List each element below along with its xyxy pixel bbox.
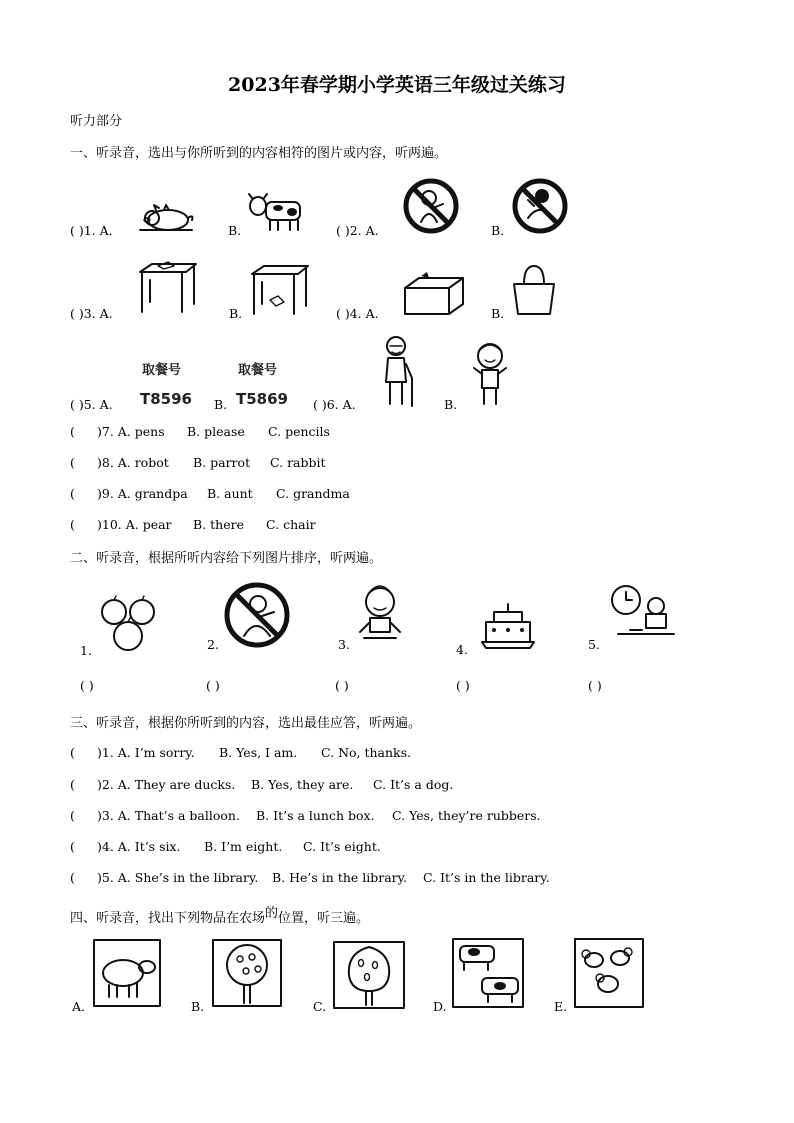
section-4-heading-de: 的 (265, 906, 279, 921)
s3-q5-option-b: B. He’s in the library. (272, 870, 408, 885)
sort-num-5: 5. (588, 637, 600, 652)
s3-q1-paren: ( (70, 745, 75, 760)
q9-option-b: B. aunt (207, 486, 253, 501)
q9-option-a: )9. A. grandpa (97, 486, 188, 501)
q1-b-label: B. (228, 223, 242, 238)
q10-paren: ( (70, 517, 75, 532)
s3-q2-paren: ( (70, 777, 75, 792)
s3-q4-option-a: )4. A. It’s six. (97, 839, 181, 854)
pig-picture (138, 200, 198, 236)
birthday-cake-picture (476, 600, 540, 652)
q10-option-a: )10. A. pear (97, 517, 172, 532)
s3-q1-option-c: C. No, thanks. (321, 745, 412, 760)
section-4-heading-part-b: 位置，听三遍。 (278, 911, 370, 926)
q4-b-label: B. (491, 306, 505, 321)
q5-b-label: B. (214, 397, 228, 412)
box-picture (403, 272, 465, 316)
sort-num-3: 3. (338, 637, 350, 652)
apples-picture (96, 594, 162, 654)
sort-num-4: 4. (456, 642, 468, 657)
no-smoking-sign-b-picture (512, 178, 568, 234)
sort-num-2: 2. (207, 637, 219, 652)
part-label: 听力部分 (70, 114, 123, 129)
s3-q3-option-b: B. It’s a lunch box. (256, 808, 375, 823)
s3-q2-option-c: C. It’s a dog. (373, 777, 454, 792)
q6-label: ( )6. A. (313, 397, 356, 412)
q2-b-label: B. (491, 223, 505, 238)
chickens-picture (574, 938, 644, 1008)
sort-num-1: 1. (80, 643, 92, 658)
boy-picture (468, 340, 512, 408)
pear-tree-picture (333, 941, 405, 1009)
section-2-heading: 二、听录音，根据所听内容给下列图片排序，听两遍。 (70, 551, 383, 566)
section-1-heading: 一、听录音，选出与你所听到的内容相符的图片或内容，听两遍。 (70, 146, 448, 161)
meal-ticket-a-picture (140, 358, 200, 410)
q7-option-a: )7. A. pens (97, 424, 165, 439)
q6-b-label: B. (444, 397, 458, 412)
farm-label-d: D. (433, 999, 447, 1014)
q9-option-c: C. grandma (276, 486, 350, 501)
page-title: 2023年春学期小学英语三年级过关练习 (228, 74, 566, 96)
sort-blank-4[interactable]: ( ) (456, 678, 470, 693)
meal-ticket-a-number: T8596 (140, 390, 192, 408)
q5-label: ( )5. A. (70, 397, 113, 412)
s3-q1-option-a: )1. A. I’m sorry. (97, 745, 195, 760)
cows-picture (452, 938, 524, 1008)
q9-paren: ( (70, 486, 75, 501)
section-3-heading: 三、听录音，根据你所听到的内容，选出最佳应答，听两遍。 (70, 716, 422, 731)
clock-dinner-picture (608, 582, 680, 648)
q4-label: ( )4. A. (336, 306, 379, 321)
q8-option-a: )8. A. robot (97, 455, 169, 470)
q8-paren: ( (70, 455, 75, 470)
bag-picture (510, 264, 558, 316)
farm-label-c: C. (313, 999, 327, 1014)
s3-q5-option-c: C. It’s in the library. (423, 870, 550, 885)
s3-q2-option-b: B. Yes, they are. (251, 777, 354, 792)
s3-q2-option-a: )2. A. They are ducks. (97, 777, 236, 792)
s3-q1-option-b: B. Yes, I am. (219, 745, 298, 760)
s3-q5-paren: ( (70, 870, 75, 885)
s3-q3-option-a: )3. A. That’s a balloon. (97, 808, 240, 823)
s3-q5-option-a: )5. A. She’s in the library. (97, 870, 259, 885)
meal-ticket-b-label: 取餐号 (238, 363, 278, 378)
sheep-picture (93, 939, 161, 1007)
sort-blank-3[interactable]: ( ) (335, 678, 349, 693)
farm-label-b: B. (191, 999, 205, 1014)
boy-washing-picture (356, 584, 404, 646)
q7-option-c: C. pencils (268, 424, 330, 439)
meal-ticket-b-picture (236, 358, 296, 410)
q8-option-b: B. parrot (193, 455, 251, 470)
section-4-heading-part-a: 四、听录音，找出下列物品在农场 (70, 911, 266, 926)
sort-blank-1[interactable]: ( ) (80, 678, 94, 693)
s3-q4-option-c: C. It’s eight. (303, 839, 381, 854)
q7-option-b: B. please (187, 424, 245, 439)
apple-tree-picture (212, 939, 282, 1007)
grandpa-picture (380, 334, 416, 408)
sort-blank-5[interactable]: ( ) (588, 678, 602, 693)
section-4-heading (70, 907, 369, 926)
farm-label-e: E. (554, 999, 568, 1014)
q10-option-c: C. chair (266, 517, 316, 532)
sort-blank-2[interactable]: ( ) (206, 678, 220, 693)
s3-q4-option-b: B. I’m eight. (204, 839, 283, 854)
q8-option-c: C. rabbit (270, 455, 326, 470)
no-smoking-sign-a-picture (403, 178, 459, 234)
q3-label: ( )3. A. (70, 306, 113, 321)
q1-label: ( )1. A. (70, 223, 113, 238)
desk-with-item-under-picture (248, 260, 312, 318)
s3-q3-option-c: C. Yes, they’re rubbers. (392, 808, 541, 823)
q2-label: ( )2. A. (336, 223, 379, 238)
cow-picture (248, 192, 306, 234)
q7-paren: ( (70, 424, 75, 439)
no-smoking-picture (224, 582, 290, 648)
s3-q3-paren: ( (70, 808, 75, 823)
q3-b-label: B. (229, 306, 243, 321)
q10-option-b: B. there (193, 517, 244, 532)
meal-ticket-a-label: 取餐号 (142, 363, 182, 378)
desk-with-item-on-top-picture (136, 258, 200, 316)
s3-q4-paren: ( (70, 839, 75, 854)
farm-label-a: A. (72, 999, 86, 1014)
meal-ticket-b-number: T5869 (236, 390, 288, 408)
